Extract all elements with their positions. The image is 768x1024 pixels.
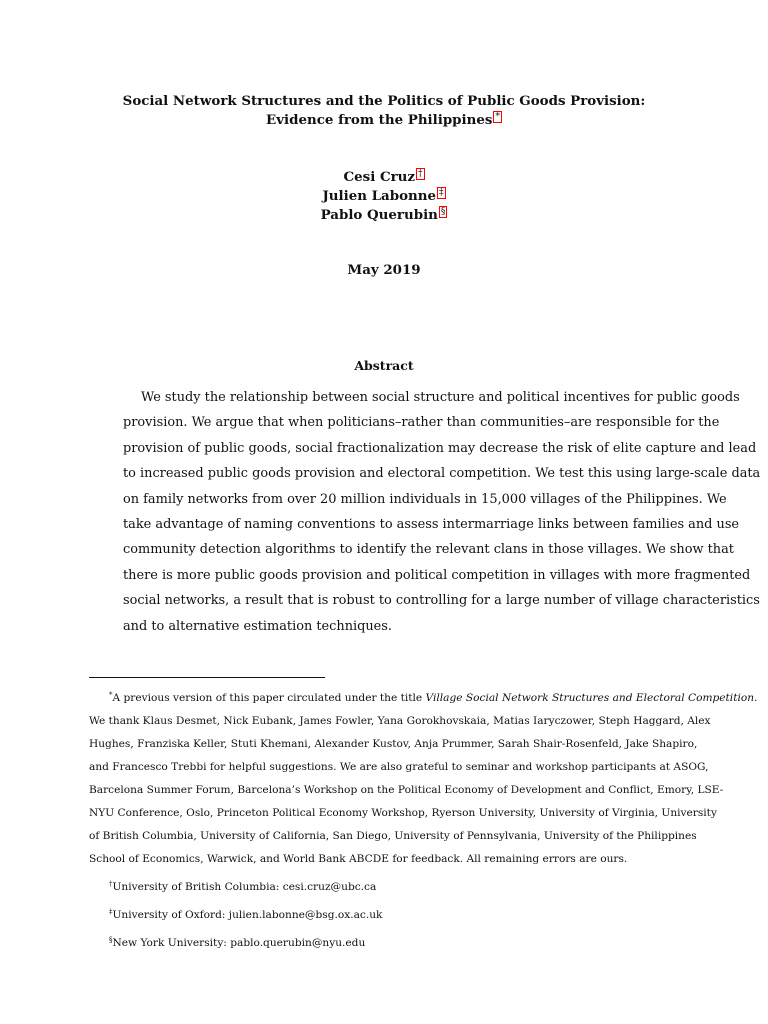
footnote-separator [89,677,325,678]
footnote-line: School of Economics, Warwick, and World Bank ABCDE for feedback. All remaining errors are ours. [89,853,628,865]
abstract-line: take advantage of naming conventions to assess intermarriage links between families and use [123,517,740,533]
footnote-star-suffix: . [754,692,758,704]
footnote-line: and Francesco Trebbi for helpful suggestions. We are also grateful to seminar and workshop participants at ASOG, [89,761,709,773]
footnote-affiliation-cruz [89,873,679,899]
title-footnote-link[interactable]: * [495,112,500,122]
footnote-affiliation-labonne [89,901,679,927]
abstract-line: there is more public goods provision and political competition in villages with more fragmented [123,567,751,583]
footnote-affiliation-querubin [89,929,679,955]
paper-title [90,92,678,130]
author-name: Julien Labonne [322,188,437,204]
title-line-1: Social Network Structures and the Politics of Public Goods Provision: [122,93,646,109]
abstract-body [123,385,761,639]
footnote-star-intro [89,684,758,710]
footnote-symbol: ‡ [109,908,113,916]
footnotes [89,684,758,955]
author-3 [200,206,568,225]
abstract-line: provision of public goods, social fractionalization may decrease the risk of elite capture and lead [123,440,757,456]
affiliation-text: New York University: pablo.querubin@nyu.edu [112,937,366,949]
abstract-line: social networks, a result that is robust to controlling for a large number of village characteristics [123,593,760,609]
title-line-2-text: Evidence from the Philippines [266,112,493,128]
abstract-line: We study the relationship between social structure and political incentives for public goods [141,390,740,405]
author-2-footnote-link[interactable]: ‡ [439,188,444,198]
footnote-line: We thank Klaus Desmet, Nick Eubank, James Fowler, Yana Gorokhovskaia, Matias Iaryczower, Steph Haggard, Alex [89,715,711,727]
footnote-line: Barcelona Summer Forum, Barcelona’s Workshop on the Political Economy of Development and Conflict, Emory, LSE- [89,784,724,796]
author-3-footnote-link[interactable]: § [440,207,446,217]
abstract-line: on family networks from over 20 million individuals in 15,000 villages of the Philippines. We [123,491,727,507]
author-2 [200,187,568,206]
footnote-line: Hughes, Franziska Keller, Stuti Khemani, Alexander Kustov, Anja Prummer, Sarah Shair-Rosenfeld, Jake Shapiro, [89,738,698,750]
footnote-star-prefix: A previous version of this paper circulated under the title [112,692,426,704]
affiliation-text: University of Oxford: julien.labonne@bsg.ox.ac.uk [112,909,383,921]
abstract-heading: Abstract [354,358,414,373]
footnote-line: NYU Conference, Oslo, Princeton Political Economy Workshop, Ryerson University, University of Virginia, University [89,807,717,819]
abstract-line: to increased public goods provision and electoral competition. We test this using large-scale data [123,466,761,482]
title-line-2 [90,111,678,130]
footnote-symbol: † [109,880,113,888]
affiliation-text: University of British Columbia: cesi.cruz@ubc.ca [112,881,377,893]
author-name: Pablo Querubin [320,207,438,223]
author-1 [200,168,568,187]
footnote-symbol: § [109,936,113,944]
author-name: Cesi Cruz [343,169,416,185]
footnote-symbol: * [109,691,113,699]
publication-date: May 2019 [347,262,421,278]
author-1-footnote-link[interactable]: † [418,169,423,179]
previous-title: Village Social Network Structures and Electoral Competition [425,692,755,704]
abstract-line: provision. We argue that when politicians–rather than communities–are responsible for the [123,415,720,431]
footnote-line: of British Columbia, University of California, San Diego, University of Pennsylvania, University of the Philippines [89,830,697,842]
author-list [200,168,568,225]
abstract-line: community detection algorithms to identify the relevant clans in those villages. We show that [123,542,734,558]
abstract-line: and to alternative estimation techniques. [123,618,393,634]
